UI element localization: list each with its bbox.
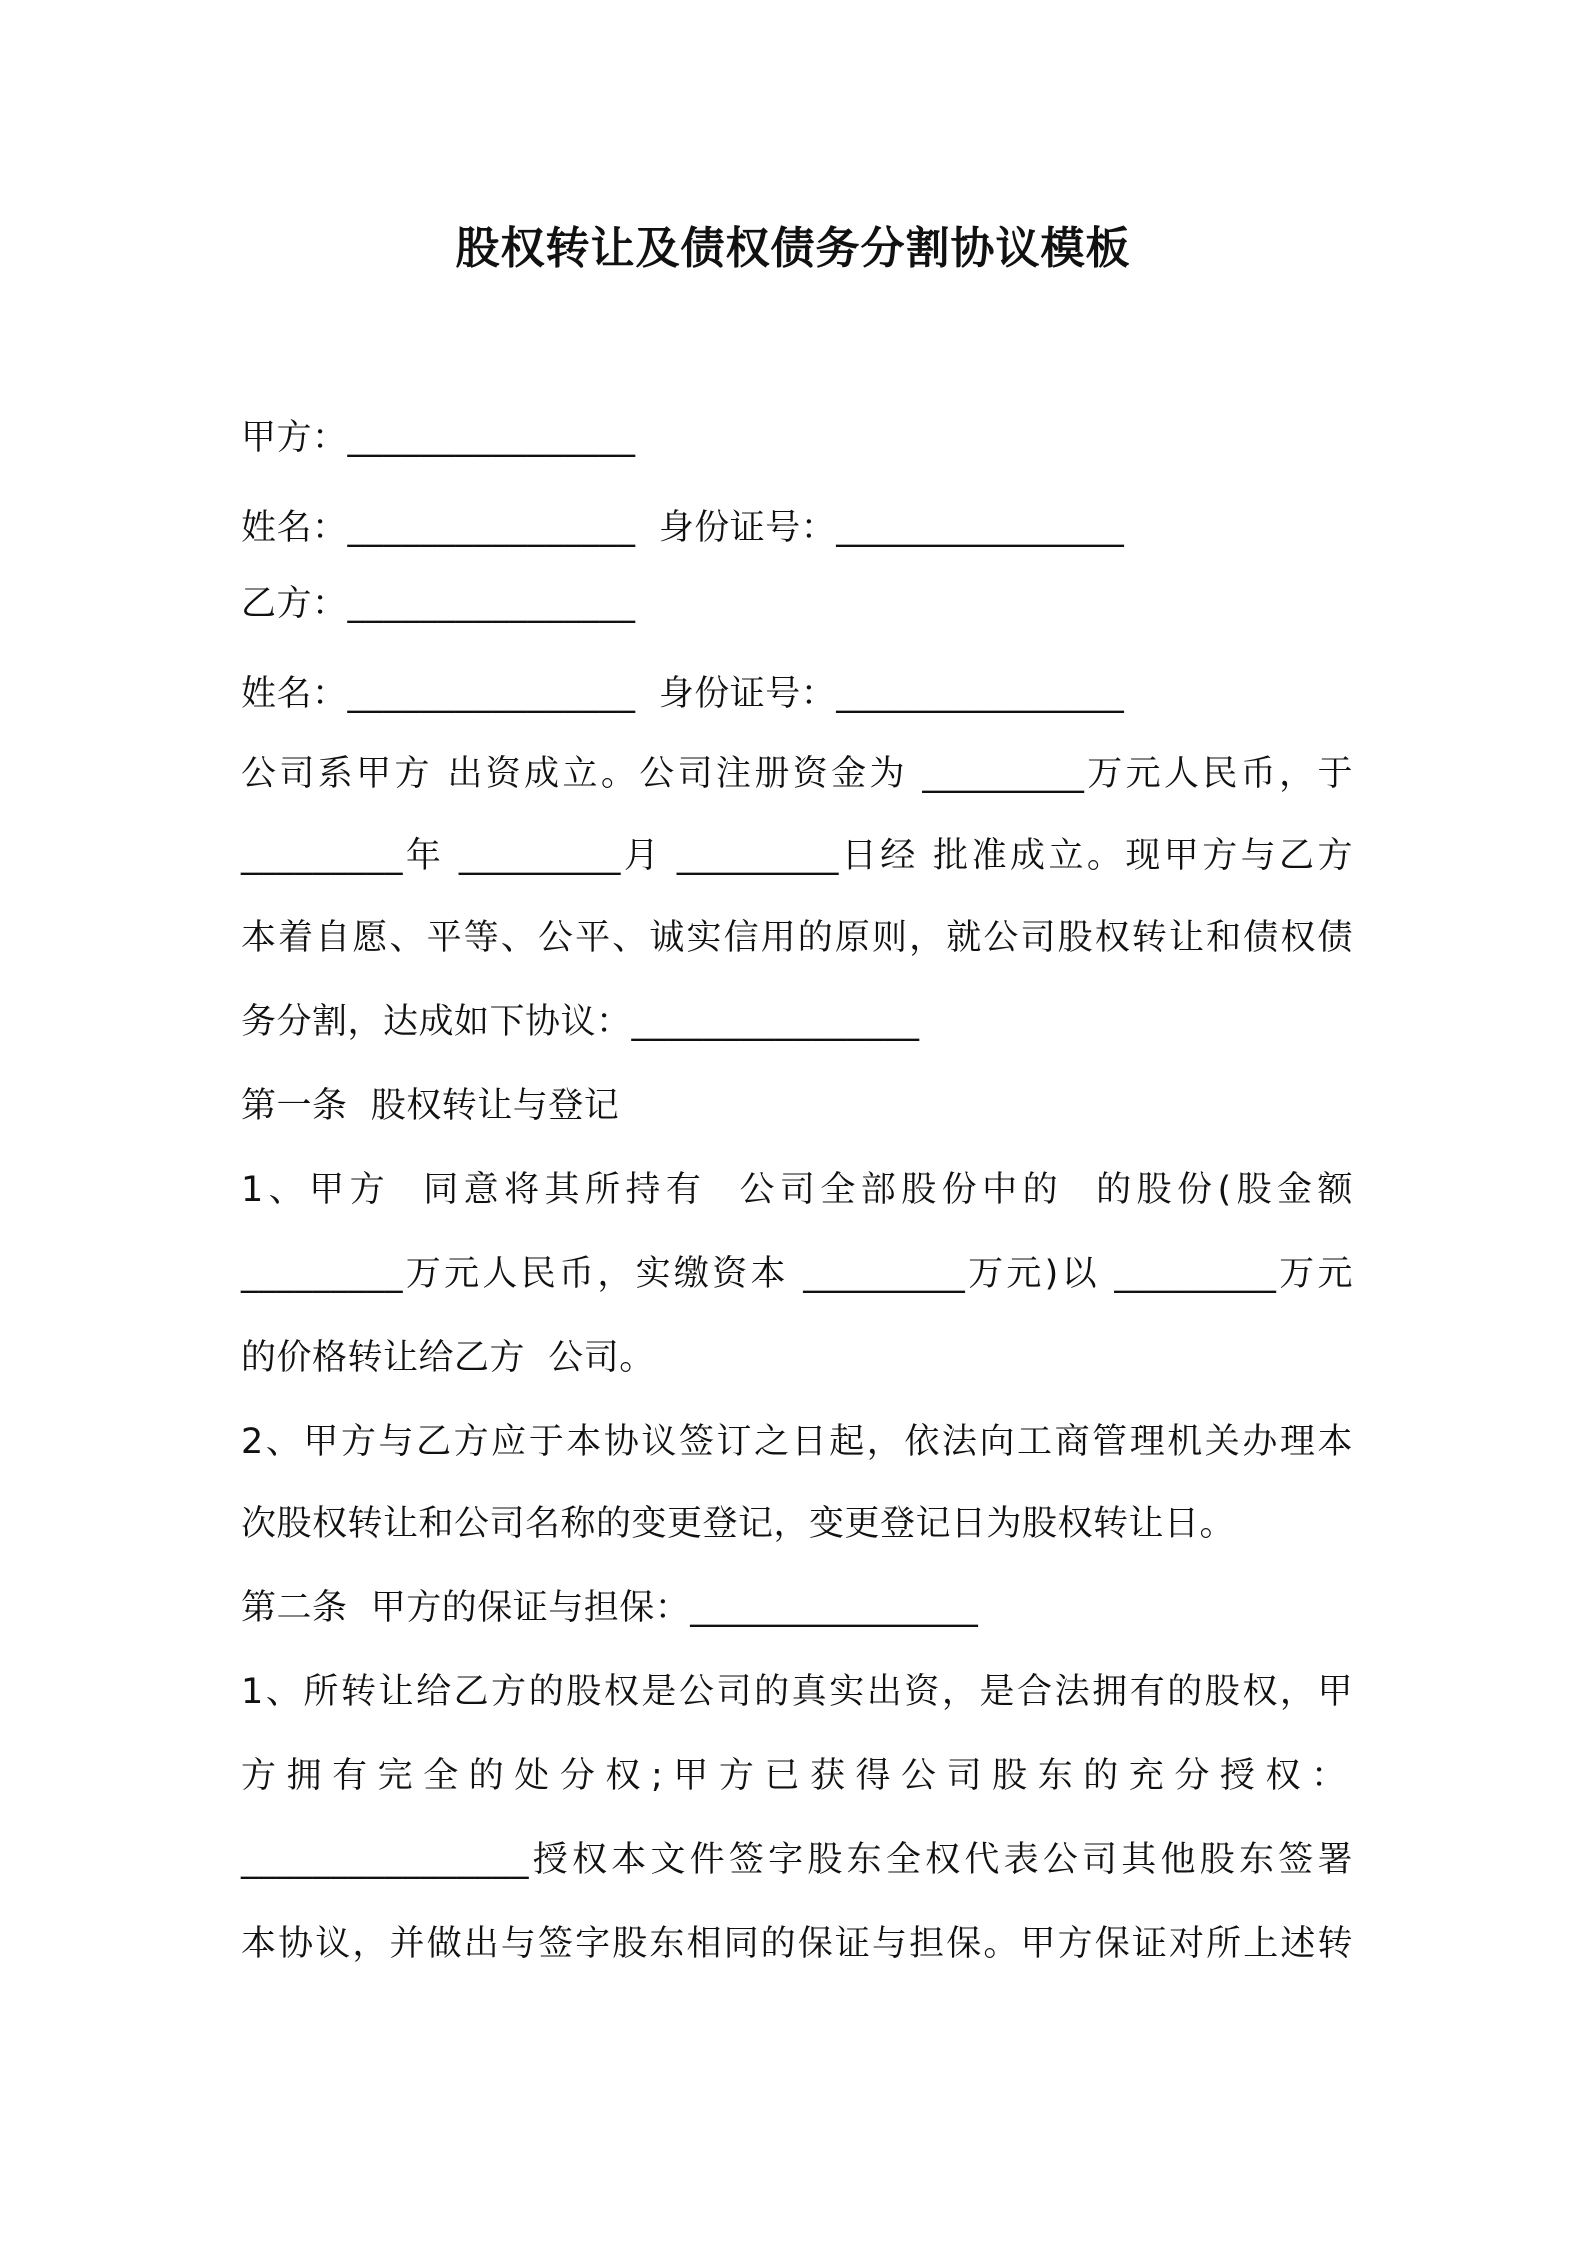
paragraph-line: 1、甲方 同意将其所持有 公司全部股份中的 的股份(股金额: [241, 1170, 1353, 1210]
paragraph-line: 本协议，并做出与签字股东相同的保证与担保。甲方保证对所上述转: [241, 1924, 1353, 1964]
paragraph-line: 方拥有完全的处分权;甲方已获得公司股东的充分授权：: [241, 1756, 1353, 1796]
paragraph-line: ________________授权本文件签字股东全权代表公司其他股东签署: [241, 1840, 1353, 1880]
paragraph-line: 务分割，达成如下协议：________________: [241, 1002, 920, 1042]
paragraph-line: 本着自愿、平等、公平、诚实信用的原则，就公司股权转让和债权债: [241, 918, 1353, 958]
party-a-name-id-line: 姓名：________________ 身份证号：________________: [241, 508, 1125, 548]
paragraph-line: 的价格转让给乙方 公司。: [241, 1338, 655, 1378]
paragraph-line: 1、所转让给乙方的股权是公司的真实出资，是合法拥有的股权，甲: [241, 1672, 1353, 1712]
paragraph-line: 公司系甲方 出资成立。公司注册资金为 _________万元人民币，于: [241, 754, 1353, 794]
party-b-name-id-line: 姓名：________________ 身份证号：________________: [241, 674, 1125, 714]
party-b-line: 乙方：________________: [241, 584, 636, 624]
paragraph-line: 2、甲方与乙方应于本协议签订之日起，依法向工商管理机关办理本: [241, 1422, 1353, 1462]
paragraph-line: _________年 _________月 _________日经 批准成立。现甲方与乙方: [241, 836, 1353, 876]
party-a-line: 甲方：________________: [241, 418, 636, 458]
paragraph-line: _________万元人民币，实缴资本 _________万元)以 _________万元: [241, 1254, 1353, 1294]
paragraph-line: 次股权转让和公司名称的变更登记，变更登记日为股权转让日。: [241, 1504, 1236, 1544]
article-heading: 第一条 股权转让与登记: [241, 1086, 620, 1126]
document-title: 股权转让及债权债务分割协议模板: [455, 223, 1131, 274]
article-heading: 第二条 甲方的保证与担保：________________: [241, 1588, 979, 1628]
